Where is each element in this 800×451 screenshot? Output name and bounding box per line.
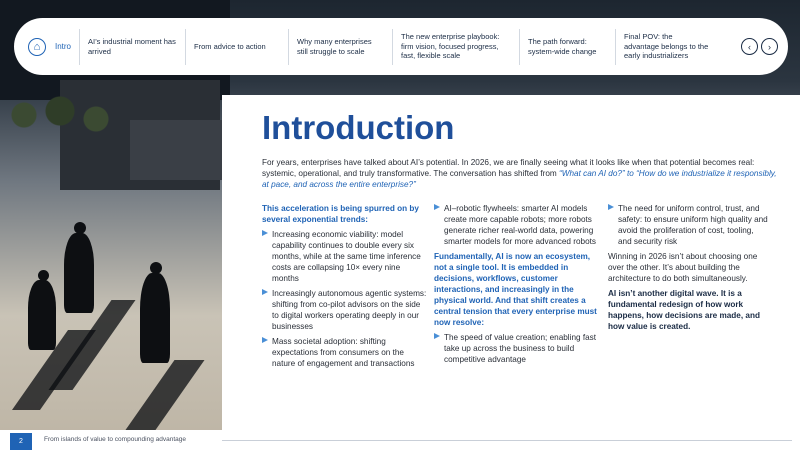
ecosystem-lead: Fundamentally, AI is now an ecosystem, not a single tool. It is embedded in decisions, workflows, customer interactions, and increasingly in the physical world. And that shift creates a central tension that every enterprise must now resolve: bbox=[434, 252, 597, 327]
bullet-arrow-icon bbox=[608, 204, 614, 210]
bullet-arrow-icon bbox=[262, 337, 268, 343]
column-3 bbox=[608, 203, 768, 336]
list-item: Increasingly autonomous agentic systems: shifting from co-pilot advisors on the side to digital workers operating deeply in our businesses bbox=[262, 288, 427, 332]
list-item: The need for uniform control, trust, and safety: to ensure uniform high quality and avoid the proliferation of cost, tooling, and security risk bbox=[608, 203, 768, 247]
content-panel bbox=[222, 95, 800, 430]
list-item: The speed of value creation; enabling fast take up across the business to build competitive advantage bbox=[434, 332, 602, 365]
bullet-arrow-icon bbox=[262, 289, 268, 295]
intro-paragraph bbox=[262, 157, 782, 190]
section-nav-bar bbox=[14, 18, 788, 75]
intro-quote: “What can AI do?” to “How do we industrialize it responsibly, at pace, and across the entire enterprise?” bbox=[262, 169, 777, 189]
chevron-right-icon[interactable]: › bbox=[761, 38, 778, 55]
bullet-arrow-icon bbox=[262, 230, 268, 236]
list-item: Increasing economic viability: model capability continues to double every six months, while at the same time inference costs are collapsing 10× every nine months bbox=[262, 229, 427, 284]
list-item: AI–robotic flywheels: smarter AI models create more capable robots; more robots generate richer real-world data, powering smarter models for more advanced robots bbox=[434, 203, 602, 247]
chevron-left-icon[interactable]: ‹ bbox=[741, 38, 758, 55]
list-item: Mass societal adoption: shifting expectations from consumers on the nature of engagement and transactions bbox=[262, 336, 427, 369]
winning-paragraph: Winning in 2026 isn’t about choosing one over the other. It’s about building the architecture to do both simultaneously. bbox=[608, 252, 758, 283]
page-number: 2 bbox=[10, 433, 32, 450]
footer-text: From islands of value to compounding advantage bbox=[44, 436, 187, 443]
intro-text: For years, enterprises have talked about AI’s potential. In 2026, we are finally seeing what it looks like when that potential becomes real: systemic, operational, and truly transformative. The conversation has shifted from bbox=[262, 158, 755, 178]
nav-item-industrial-moment[interactable]: AI’s industrial moment has arrived bbox=[79, 29, 185, 65]
column-1 bbox=[262, 203, 427, 373]
nav-item-enterprise-playbook[interactable]: The new enterprise playbook: firm vision, focused progress, fast, flexible scale bbox=[392, 29, 519, 65]
home-icon[interactable]: ⌂ bbox=[28, 38, 46, 56]
nav-item-struggle-to-scale[interactable]: Why many enterprises still struggle to scale bbox=[288, 29, 392, 65]
closing-statement: AI isn’t another digital wave. It is a fundamental redesign of how work happens, how decisions are made, and how value is created. bbox=[608, 289, 760, 331]
page-title: Introduction bbox=[262, 109, 455, 146]
nav-item-advice-to-action[interactable]: From advice to action bbox=[185, 29, 288, 65]
nav-item-intro[interactable]: Intro bbox=[55, 42, 72, 51]
column-2 bbox=[434, 203, 602, 369]
bullet-arrow-icon bbox=[434, 333, 440, 339]
footer bbox=[0, 430, 800, 451]
bullet-arrow-icon bbox=[434, 204, 440, 210]
nav-item-path-forward[interactable]: The path forward: system-wide change bbox=[519, 29, 615, 65]
footer-divider bbox=[222, 440, 792, 441]
trends-lead: This acceleration is being spurred on by several exponential trends: bbox=[262, 204, 419, 224]
nav-item-final-pov[interactable]: Final POV: the advantage belongs to the early industrializers bbox=[615, 29, 717, 65]
